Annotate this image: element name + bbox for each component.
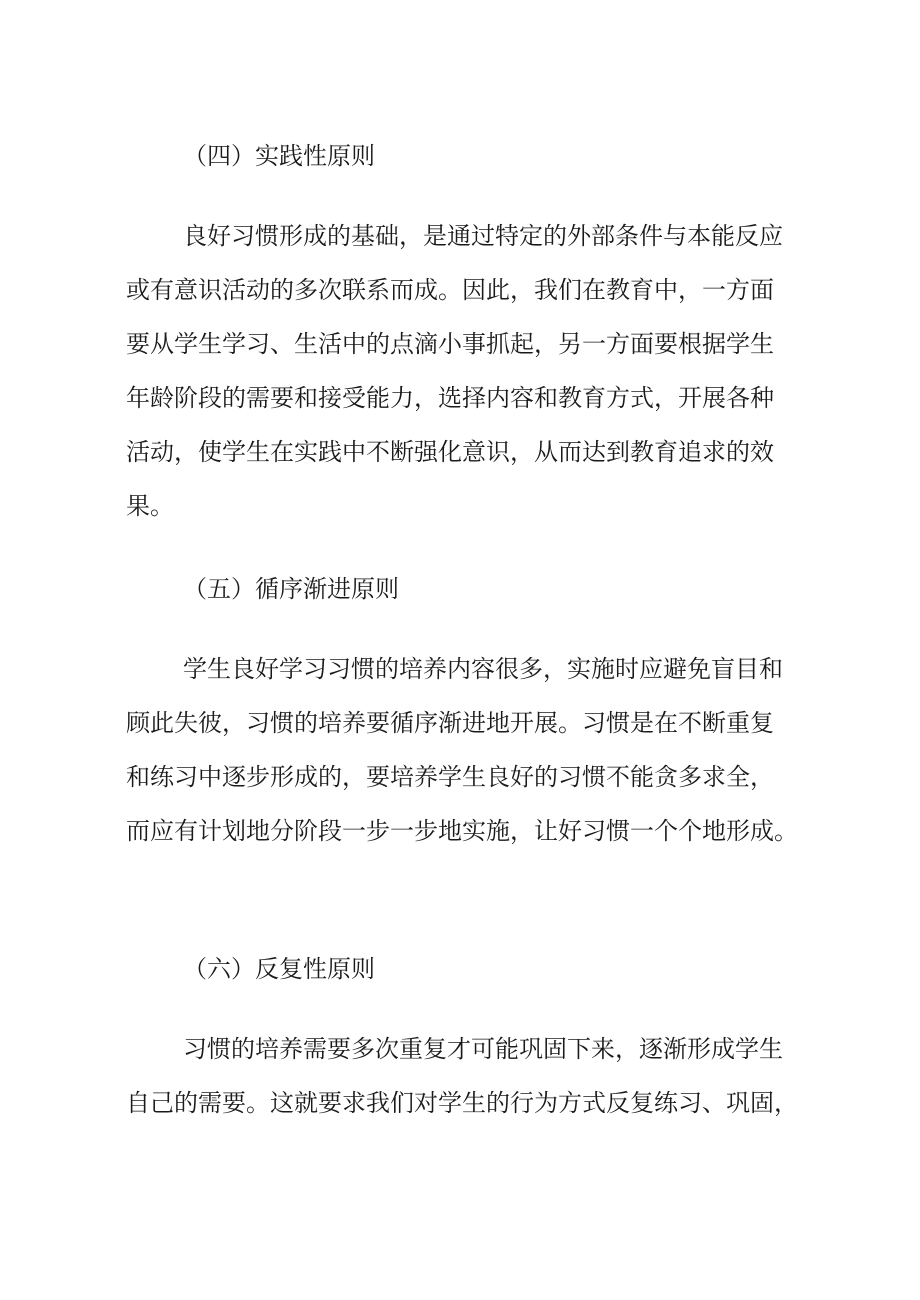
section-heading-5: （五）循序渐进原则 <box>183 575 399 603</box>
paragraph-line: 良好习惯形成的基础，是通过特定的外部条件与本能反应 <box>183 222 783 250</box>
paragraph-line: 要从学生学习、生活中的点滴小事抓起，另一方面要根据学生 <box>126 330 774 358</box>
section-heading-4: （四）实践性原则 <box>183 142 375 170</box>
paragraph-line: 和练习中逐步形成的，要培养学生良好的习惯不能贪多求全， <box>126 763 774 791</box>
section-heading-6: （六）反复性原则 <box>183 955 375 983</box>
paragraph-line: 活动，使学生在实践中不断强化意识，从而达到教育追求的效 <box>126 438 774 466</box>
paragraph-line: 果。 <box>126 492 174 520</box>
paragraph-line: 顾此失彼，习惯的培养要循序渐进地开展。习惯是在不断重复 <box>126 709 774 737</box>
paragraph-line: 自己的需要。这就要求我们对学生的行为方式反复练习、巩固， <box>126 1089 798 1117</box>
paragraph-line: 学生良好学习习惯的培养内容很多，实施时应避免盲目和 <box>183 655 783 683</box>
paragraph-line: 习惯的培养需要多次重复才可能巩固下来，逐渐形成学生 <box>183 1035 783 1063</box>
paragraph-line: 或有意识活动的多次联系而成。因此，我们在教育中，一方面 <box>126 276 774 304</box>
paragraph-line: 而应有计划地分阶段一步一步地实施，让好习惯一个个地形成。 <box>126 817 798 845</box>
paragraph-line: 年龄阶段的需要和接受能力，选择内容和教育方式，开展各种 <box>126 384 774 412</box>
